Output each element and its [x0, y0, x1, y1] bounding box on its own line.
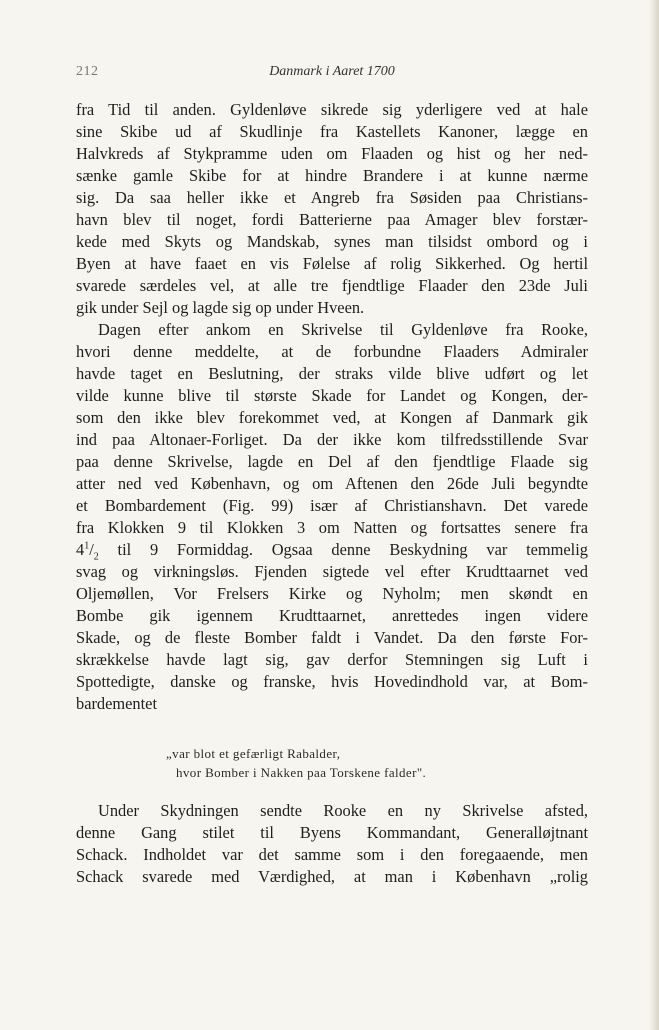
text-line: Skade, og de fleste Bomber faldt i Vandet. Da den første For- [76, 628, 588, 647]
text-line: skrækkelse havde lagt sig, gav derfor Stemningen sig Luft i [76, 650, 588, 669]
page-header [76, 64, 588, 86]
text-line: fra Tid til anden. Gyldenløve sikrede sig yderligere ved at hale [76, 100, 588, 119]
paragraph-2 [76, 319, 588, 715]
page-number: 212 [76, 64, 99, 79]
paragraph-1 [76, 99, 588, 319]
body-text [76, 99, 588, 715]
text-line: Schack svarede med Værdighed, at man i København „rolig [76, 867, 588, 886]
text-line: havn blev til noget, fordi Batterierne paa Amager blev forstær- [76, 210, 588, 229]
text-line: Spottedigte, danske og franske, hvis Hovedindhold var, at Bom- [76, 672, 588, 691]
running-title: Danmark i Aaret 1700 [269, 64, 395, 79]
fraction-numerator: 1 [84, 540, 90, 552]
text-line: Byen at have faaet en vis Følelse af rolig Sikkerhed. Og hertil [76, 254, 588, 273]
text-line: gik under Sejl og lagde sig op under Hveen. [76, 298, 365, 317]
text-line: fra Klokken 9 til Klokken 3 om Natten og fortsattes senere fra [76, 518, 588, 537]
verse-quote [166, 744, 506, 782]
text-line: denne Gang stilet til Byens Kommandant, Generalløjtnant [76, 823, 588, 842]
text-line: paa denne Skrivelse, lagde en Del af den fjendtlige Flaade sig [76, 452, 588, 471]
text-line: Halvkreds af Stykpramme uden om Flaaden og hist og her ned- [76, 144, 588, 163]
quote-line: hvor Bomber i Nakken paa Torskene falder". [176, 765, 427, 780]
text-line: Bombe gik igennem Krudttaarnet, anrettedes ingen videre [76, 606, 588, 625]
text-line: Schack. Indholdet var det samme som i den foregaaende, men [76, 845, 588, 864]
page-edge-shadow [649, 0, 659, 1030]
text-line-fraction: $4^1/_2$ til 9 Formiddag. Ogsaa denne Beskydning var temmelig [76, 540, 588, 563]
text-line: svarede særdeles vel, at alle tre fjendtlige Flaader den 23de Juli [76, 276, 588, 295]
text-line: Dagen efter ankom en Skrivelse til Gyldenløve fra Rooke, [98, 320, 588, 339]
text-line: et Bombardement (Fig. 99) især af Christianshavn. Det varede [76, 496, 588, 515]
fraction-denominator: 2 [93, 551, 99, 563]
text-line: hvori denne meddelte, at de forbundne Flaaders Admiraler [76, 342, 588, 361]
text-line: Oljemøllen, Vor Frelsers Kirke og Nyholm; men skøndt en [76, 584, 588, 603]
text-line: sine Skibe ud af Skudlinje fra Kastellets Kanoner, lægge en [76, 122, 588, 141]
text-line: som den ikke blev forekommet ved, at Kongen af Danmark gik [76, 408, 588, 427]
quote-line: „var blot et gefærligt Rabalder, [166, 746, 341, 761]
fraction-whole: 4 [76, 540, 85, 559]
text-line: sænke gamle Skibe for at hindre Brandere i at kunne nærme [76, 166, 588, 185]
text-line: ind paa Altonaer-Forliget. Da der ikke kom tilfredsstillende Svar [76, 430, 588, 449]
fraction-line-rest: til 9 Formiddag. Ogsaa denne Beskydning var temmelig [98, 540, 588, 559]
text-line: sig. Da saa heller ikke et Angreb fra Søsiden paa Christians- [76, 188, 588, 207]
text-line: svag og virkningsløs. Fjenden sigtede vel efter Krudttaarnet ved [76, 562, 588, 581]
paragraph-3 [76, 800, 588, 888]
text-line: Under Skydningen sendte Rooke en ny Skrivelse afsted, [98, 801, 588, 820]
text-line: vilde kunne blive til største Skade for Landet og Kongen, der- [76, 386, 588, 405]
text-line: atter ned ved København, og om Aftenen den 26de Juli begyndte [76, 474, 588, 493]
text-line: kede med Skyts og Mandskab, synes man tilsidst ombord og i [76, 232, 588, 251]
text-line: bardementet [76, 694, 158, 713]
text-line: havde taget en Beslutning, der straks vilde blive udført og let [76, 364, 588, 383]
